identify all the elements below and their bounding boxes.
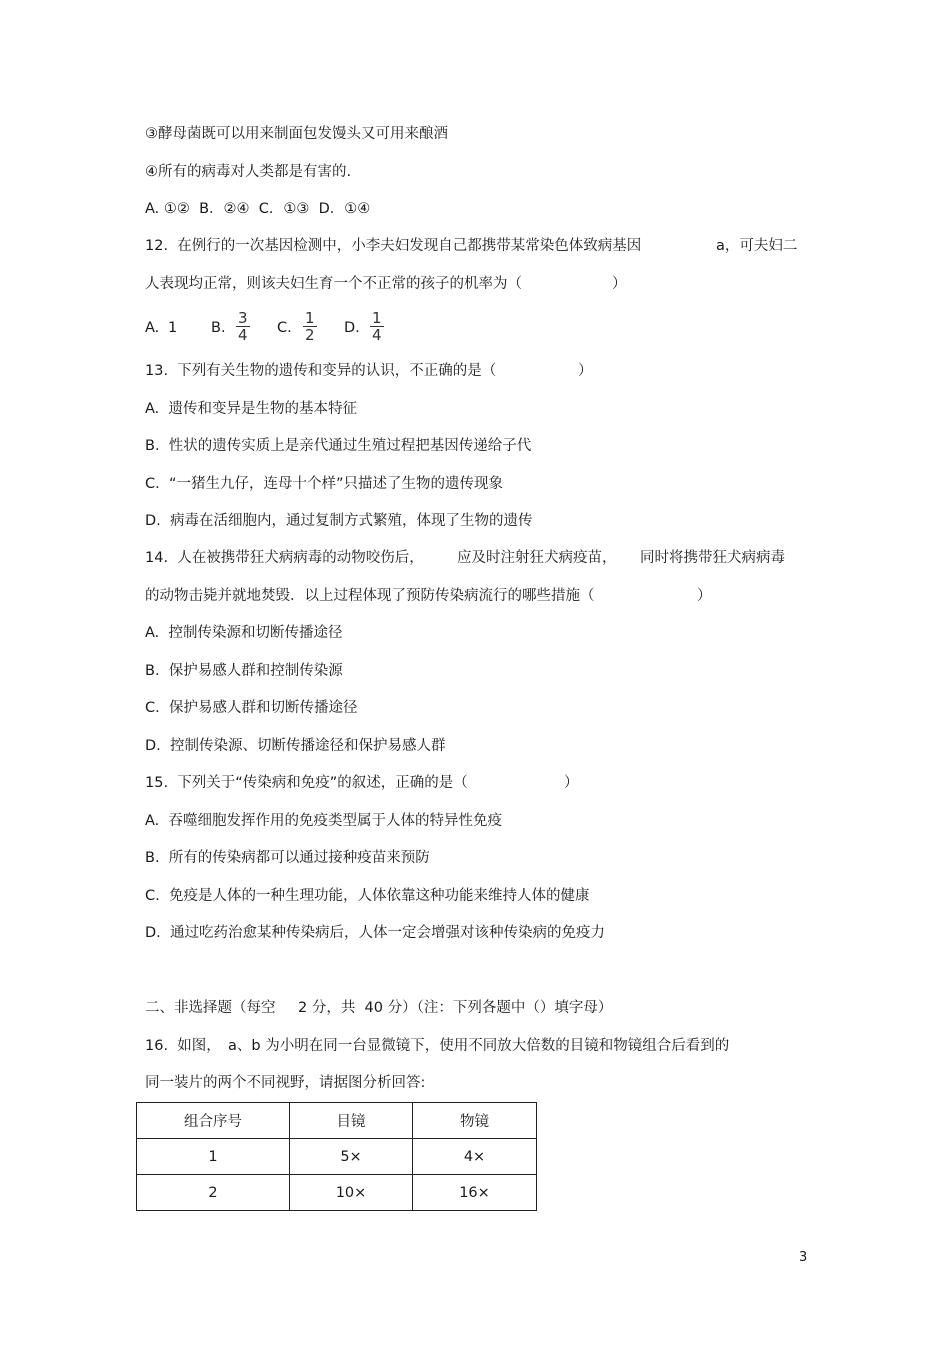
q13-option-c: C. “一猪生九仔，连母十个样”只描述了生物的遗传现象	[145, 476, 503, 492]
q12-option-d-fraction	[370, 310, 384, 343]
q13-close-paren: ）	[578, 363, 593, 379]
q12-option-a-label: A.	[145, 320, 160, 336]
q16-stem-part3: 同一装片的两个不同视野，请据图分析回答:	[145, 1075, 426, 1091]
q13-option-d: D. 病毒在活细胞内，通过复制方式繁殖，体现了生物的遗传	[145, 513, 533, 529]
q14-option-c: C. 保护易感人群和切断传播途径	[145, 700, 358, 716]
fraction-denominator: 4	[238, 326, 248, 344]
table-row	[137, 1139, 537, 1175]
q12-option-b-label: B.	[211, 320, 226, 336]
table-cell: 16×	[413, 1175, 537, 1211]
q15-stem: 15. 下列关于“传染病和免疫”的叙述，正确的是（	[145, 775, 468, 791]
q13-stem: 13. 下列有关生物的遗传和变异的认识，不正确的是（	[145, 363, 497, 379]
q14-stem-part3: 同时将携带狂犬病病毒	[640, 550, 785, 566]
header-objective: 物镜	[413, 1103, 537, 1139]
lens-combination-table	[136, 1102, 537, 1211]
q15-option-c: C. 免疫是人体的一种生理功能，人体依靠这种功能来维持人体的健康	[145, 888, 590, 904]
page-number: 3	[799, 1250, 808, 1265]
table-cell: 5×	[290, 1139, 413, 1175]
q12-stem-part1: 12. 在例行的一次基因检测中，小李夫妇发现自己都携带某常染色体致病基因	[145, 238, 642, 254]
q14-close-paren: ）	[697, 588, 712, 604]
q15-option-b: B. 所有的传染病都可以通过接种疫苗来预防	[145, 850, 430, 866]
fraction-denominator: 2	[305, 326, 315, 344]
q13-option-a: A. 遗传和变异是生物的基本特征	[145, 401, 357, 417]
q12-option-c-fraction	[303, 310, 317, 343]
q12-stem-part3: 人表现均正常，则该夫妇生育一个不正常的孩子的机率为（	[145, 276, 522, 292]
q16-stem-part2: a、b 为小明在同一台显微镜下，使用不同放大倍数的目镜和物镜组合后看到的	[228, 1038, 730, 1054]
table-cell: 4×	[413, 1139, 537, 1175]
q14-stem-part2: 应及时注射狂犬病疫苗，	[457, 550, 617, 566]
q12-close-paren: ）	[612, 276, 627, 292]
q14-stem-part4: 的动物击毙并就地焚毁．以上过程体现了预防传染病流行的哪些措施（	[145, 588, 595, 604]
q16-stem-part1: 16. 如图，	[145, 1038, 221, 1054]
fraction-numerator: 1	[372, 309, 382, 327]
q14-option-a: A. 控制传染源和切断传播途径	[145, 625, 343, 641]
q13-option-b: B. 性状的遗传实质上是亲代通过生殖过程把基因传递给子代	[145, 438, 532, 454]
q12-option-a-value: 1	[168, 320, 178, 336]
section-2-heading-part1: 二、非选择题（每空	[145, 1000, 276, 1016]
fraction-numerator: 1	[305, 309, 315, 327]
q12-option-d-label: D.	[344, 320, 360, 336]
q12-stem-part2: a，可夫妇二	[716, 238, 798, 254]
q12-option-c-label: C.	[277, 320, 292, 336]
header-eyepiece: 目镜	[290, 1103, 413, 1139]
q15-close-paren: ）	[564, 775, 579, 791]
fraction-denominator: 4	[372, 326, 382, 344]
q12-option-b-fraction	[236, 310, 250, 343]
q15-option-a: A. 吞噬细胞发挥作用的免疫类型属于人体的特异性免疫	[145, 813, 502, 829]
q14-stem-part1: 14. 人在被携带狂犬病病毒的动物咬伤后，	[145, 550, 424, 566]
q11-options: A. ①② B．②④ C．①③ D．①④	[145, 201, 371, 217]
table-row	[137, 1175, 537, 1211]
table-header-row	[137, 1103, 537, 1139]
q14-option-b: B. 保护易感人群和控制传染源	[145, 663, 343, 679]
q14-option-d: D. 控制传染源、切断传播途径和保护易感人群	[145, 738, 446, 754]
q15-option-d: D. 通过吃药治愈某种传染病后，人体一定会增强对该种传染病的免疫力	[145, 925, 605, 941]
table-cell: 10×	[290, 1175, 413, 1211]
statement-3: ③酵母菌既可以用来制面包发馒头又可用来酿酒	[145, 126, 448, 142]
statement-4: ④所有的病毒对人类都是有害的.	[145, 164, 352, 180]
table-cell: 2	[137, 1175, 290, 1211]
fraction-numerator: 3	[238, 309, 248, 327]
header-combo-no: 组合序号	[137, 1103, 290, 1139]
section-2-heading-part2: 2 分，共 40 分）（注：下列各题中（）填字母）	[298, 1000, 613, 1016]
table-cell: 1	[137, 1139, 290, 1175]
